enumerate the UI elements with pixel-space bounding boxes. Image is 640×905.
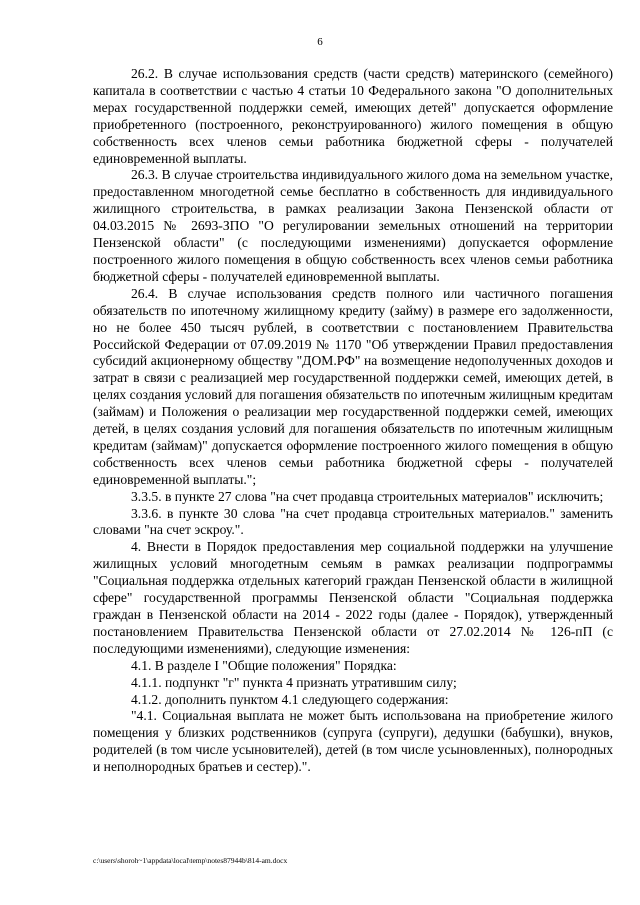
paragraph-4-1-1: 4.1.1. подпункт "г" пункта 4 признать утратившим силу; — [131, 674, 457, 690]
paragraph-3-3-6: 3.3.6. в пункте 30 слова "на счет продавца строительных материалов." заменить словами "на счет эскроу.". — [93, 505, 613, 538]
paragraph-4: 4. Внести в Порядок предоставления мер социальной поддержки на улучшение жилищных условий многодетным семьям в рамках реализации подпрограммы "Социальная поддержка отдельных категорий граждан Пензенской области в жилищной сфере" государственной программы Пензенской области "Социальная поддержка граждан в Пензенской области на 2014 - 2022 годы (далее - Порядок), утвержденный постановлением Правительства Пензенской области от 27.02.2014 № 126-пП (с последующими изменениями), следующие изменения: — [93, 539, 613, 656]
document-body — [93, 66, 613, 776]
paragraph-4-1: 4.1. В разделе I "Общие положения" Порядка: — [131, 657, 397, 673]
paragraph-26-3: 26.3. В случае строительства индивидуального жилого дома на земельном участке, предоставленном многодетной семье бесплатно в собственность для индивидуального жилищного строительства, в рамках реализации Закона Пензенской области от 04.03.2015 № 2693-ЗПО "О регулировании земельных отношений на территории Пензенской области" (с последующими изменениями) допускается оформление построенного жилого помещения в общую собственность всех членов семьи работника бюджетной сферы - получателей единовременной выплаты. — [93, 167, 613, 284]
paragraph-26-4: 26.4. В случае использования средств полного или частичного погашения обязательств по ипотечному жилищному кредиту (займу) в размере его задолженности, но не более 450 тысяч рублей, в соответствии с постановлением Правительства Российской Федерации от 07.09.2019 № 1170 "Об утверждении Правил предоставления субсидий акционерному обществу "ДОМ.РФ" на возмещение недополученных доходов и затрат в связи с реализацией мер государственной поддержки семей, имеющих детей, в целях создания условий для погашения обязательств по ипотечным жилищным кредитам (займам) и Положения о реализации мер государственной поддержки семей, имеющих детей, в целях создания условий для погашения обязательств по ипотечным жилищным кредитам (займам)" допускается оформление построенного жилого помещения в общую собственность всех членов семьи работника бюджетной сферы - получателей единовременной выплаты."; — [93, 285, 613, 487]
paragraph-4-1-2: 4.1.2. дополнить пунктом 4.1 следующего содержания: — [131, 691, 449, 707]
file-path-footer: c:\users\shoroh~1\appdata\local\temp\notes87944b\814-am.docx — [93, 856, 288, 865]
paragraph-26-2: 26.2. В случае использования средств (части средств) материнского (семейного) капитала в соответствии с частью 4 статьи 10 Федерального закона "О дополнительных мерах государственной поддержки семей, имеющих детей" допускается оформление приобретенного (построенного, реконструированного) жилого помещения в общую собственность всех членов семьи работника бюджетной сферы - получателей единовременной выплаты. — [93, 66, 613, 166]
paragraph-quoted-4-1: "4.1. Социальная выплата не может быть использована на приобретение жилого помещения у близких родственников (супруга (супруги), дедушки (бабушки), внуков, родителей (в том числе усыновителей), детей (в том числе усыновленных), полнородных и неполнородных братьев и сестер).". — [93, 708, 613, 775]
paragraph-3-3-5: 3.3.5. в пункте 27 слова "на счет продавца строительных материалов" исключить; — [131, 488, 604, 504]
page-number: 6 — [317, 36, 323, 48]
